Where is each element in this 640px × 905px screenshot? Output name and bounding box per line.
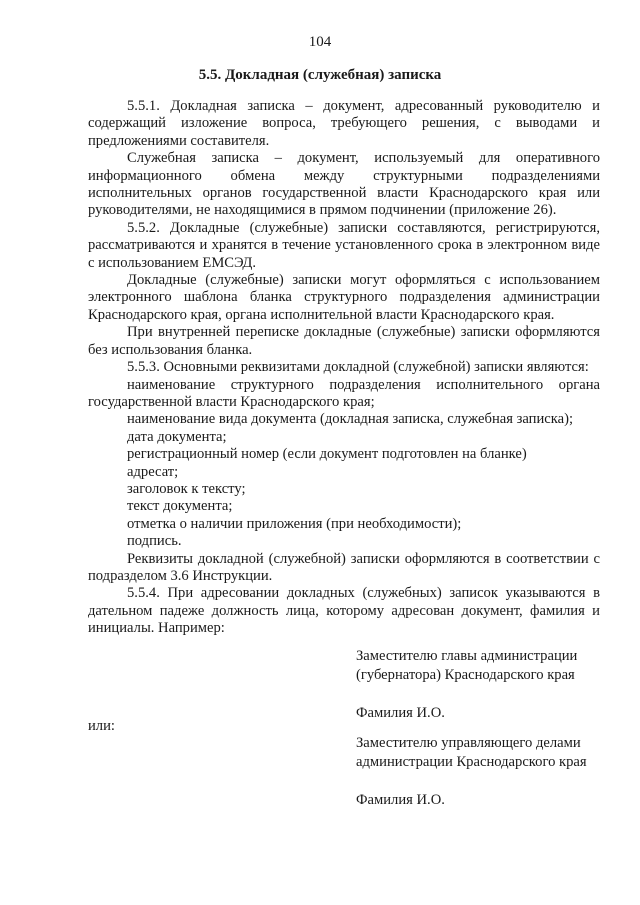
requisite-list-item: подпись. [127, 533, 182, 550]
addressee-example-1 [356, 647, 616, 723]
paragraph-service-note-definition: Служебная записка – документ, используемый для оперативного информационного обмена между структурными подразделениями исполнительных органов государственной власти Краснодарского края или руководителями, не находящимися в прямом подчинении (приложение 26). [88, 150, 600, 219]
addressee-2-position-line-2: администрации Краснодарского края [356, 754, 587, 770]
page-number: 104 [308, 34, 332, 50]
or-label: или: [88, 718, 115, 734]
addressee-example-2 [356, 734, 616, 810]
paragraph-template-usage: Докладные (служебные) записки могут оформляться с использованием электронного шаблона бланка структурного подразделения администрации Краснодарского края, органа исполнительной власти Краснодарского края. [88, 272, 600, 323]
requisite-list-item: регистрационный номер (если документ подготовлен на бланке) [127, 446, 527, 463]
requisite-list-item: текст документа; [127, 498, 233, 515]
document-body [88, 98, 600, 638]
requisite-list-item: наименование структурного подразделения исполнительного органа государственной власти Краснодарского края; [88, 376, 600, 410]
requisite-list-item: дата документа; [127, 428, 227, 445]
section-title: 5.5. Докладная (служебная) записка [198, 67, 442, 83]
addressee-2-name: Фамилия И.О. [356, 792, 445, 808]
paragraph-5-5-4: 5.5.4. При адресовании докладных (служебных) записок указываются в дательном падеже должность лица, которому адресован документ, фамилия и инициалы. Например: [88, 585, 600, 637]
addressee-1-name: Фамилия И.О. [356, 705, 445, 721]
requisite-list-item: наименование вида документа (докладная записка, служебная записка); [127, 411, 574, 428]
requisite-list-item: отметка о наличии приложения (при необходимости); [127, 515, 462, 532]
addressee-1-position-line-2: (губернатора) Краснодарского края [356, 667, 575, 683]
addressee-1-position-line-1: Заместителю главы администрации [356, 648, 578, 664]
requisite-list-item: заголовок к тексту; [127, 480, 246, 497]
paragraph-5-5-2: 5.5.2. Докладные (служебные) записки составляются, регистрируются, рассматриваются и хранятся в течение установленного срока в электронном виде с использованием ЕМСЭД. [88, 219, 600, 271]
requisite-list-item: адресат; [127, 463, 179, 480]
paragraph-5-5-3: 5.5.3. Основными реквизитами докладной (служебной) записки являются: [127, 359, 589, 376]
paragraph-internal-correspondence: При внутренней переписке докладные (служебные) записки оформляются без использования бланка. [88, 324, 600, 358]
paragraph-requisites-reference: Реквизиты докладной (служебной) записки оформляются в соответствии с подразделом 3.6 Инструкции. [88, 550, 600, 584]
addressee-2-position-line-1: Заместителю управляющего делами [356, 735, 581, 751]
paragraph-5-5-1: 5.5.1. Докладная записка – документ, адресованный руководителю и содержащий изложение вопроса, требующего решения, с выводами и предложениями составителя. [88, 98, 600, 149]
